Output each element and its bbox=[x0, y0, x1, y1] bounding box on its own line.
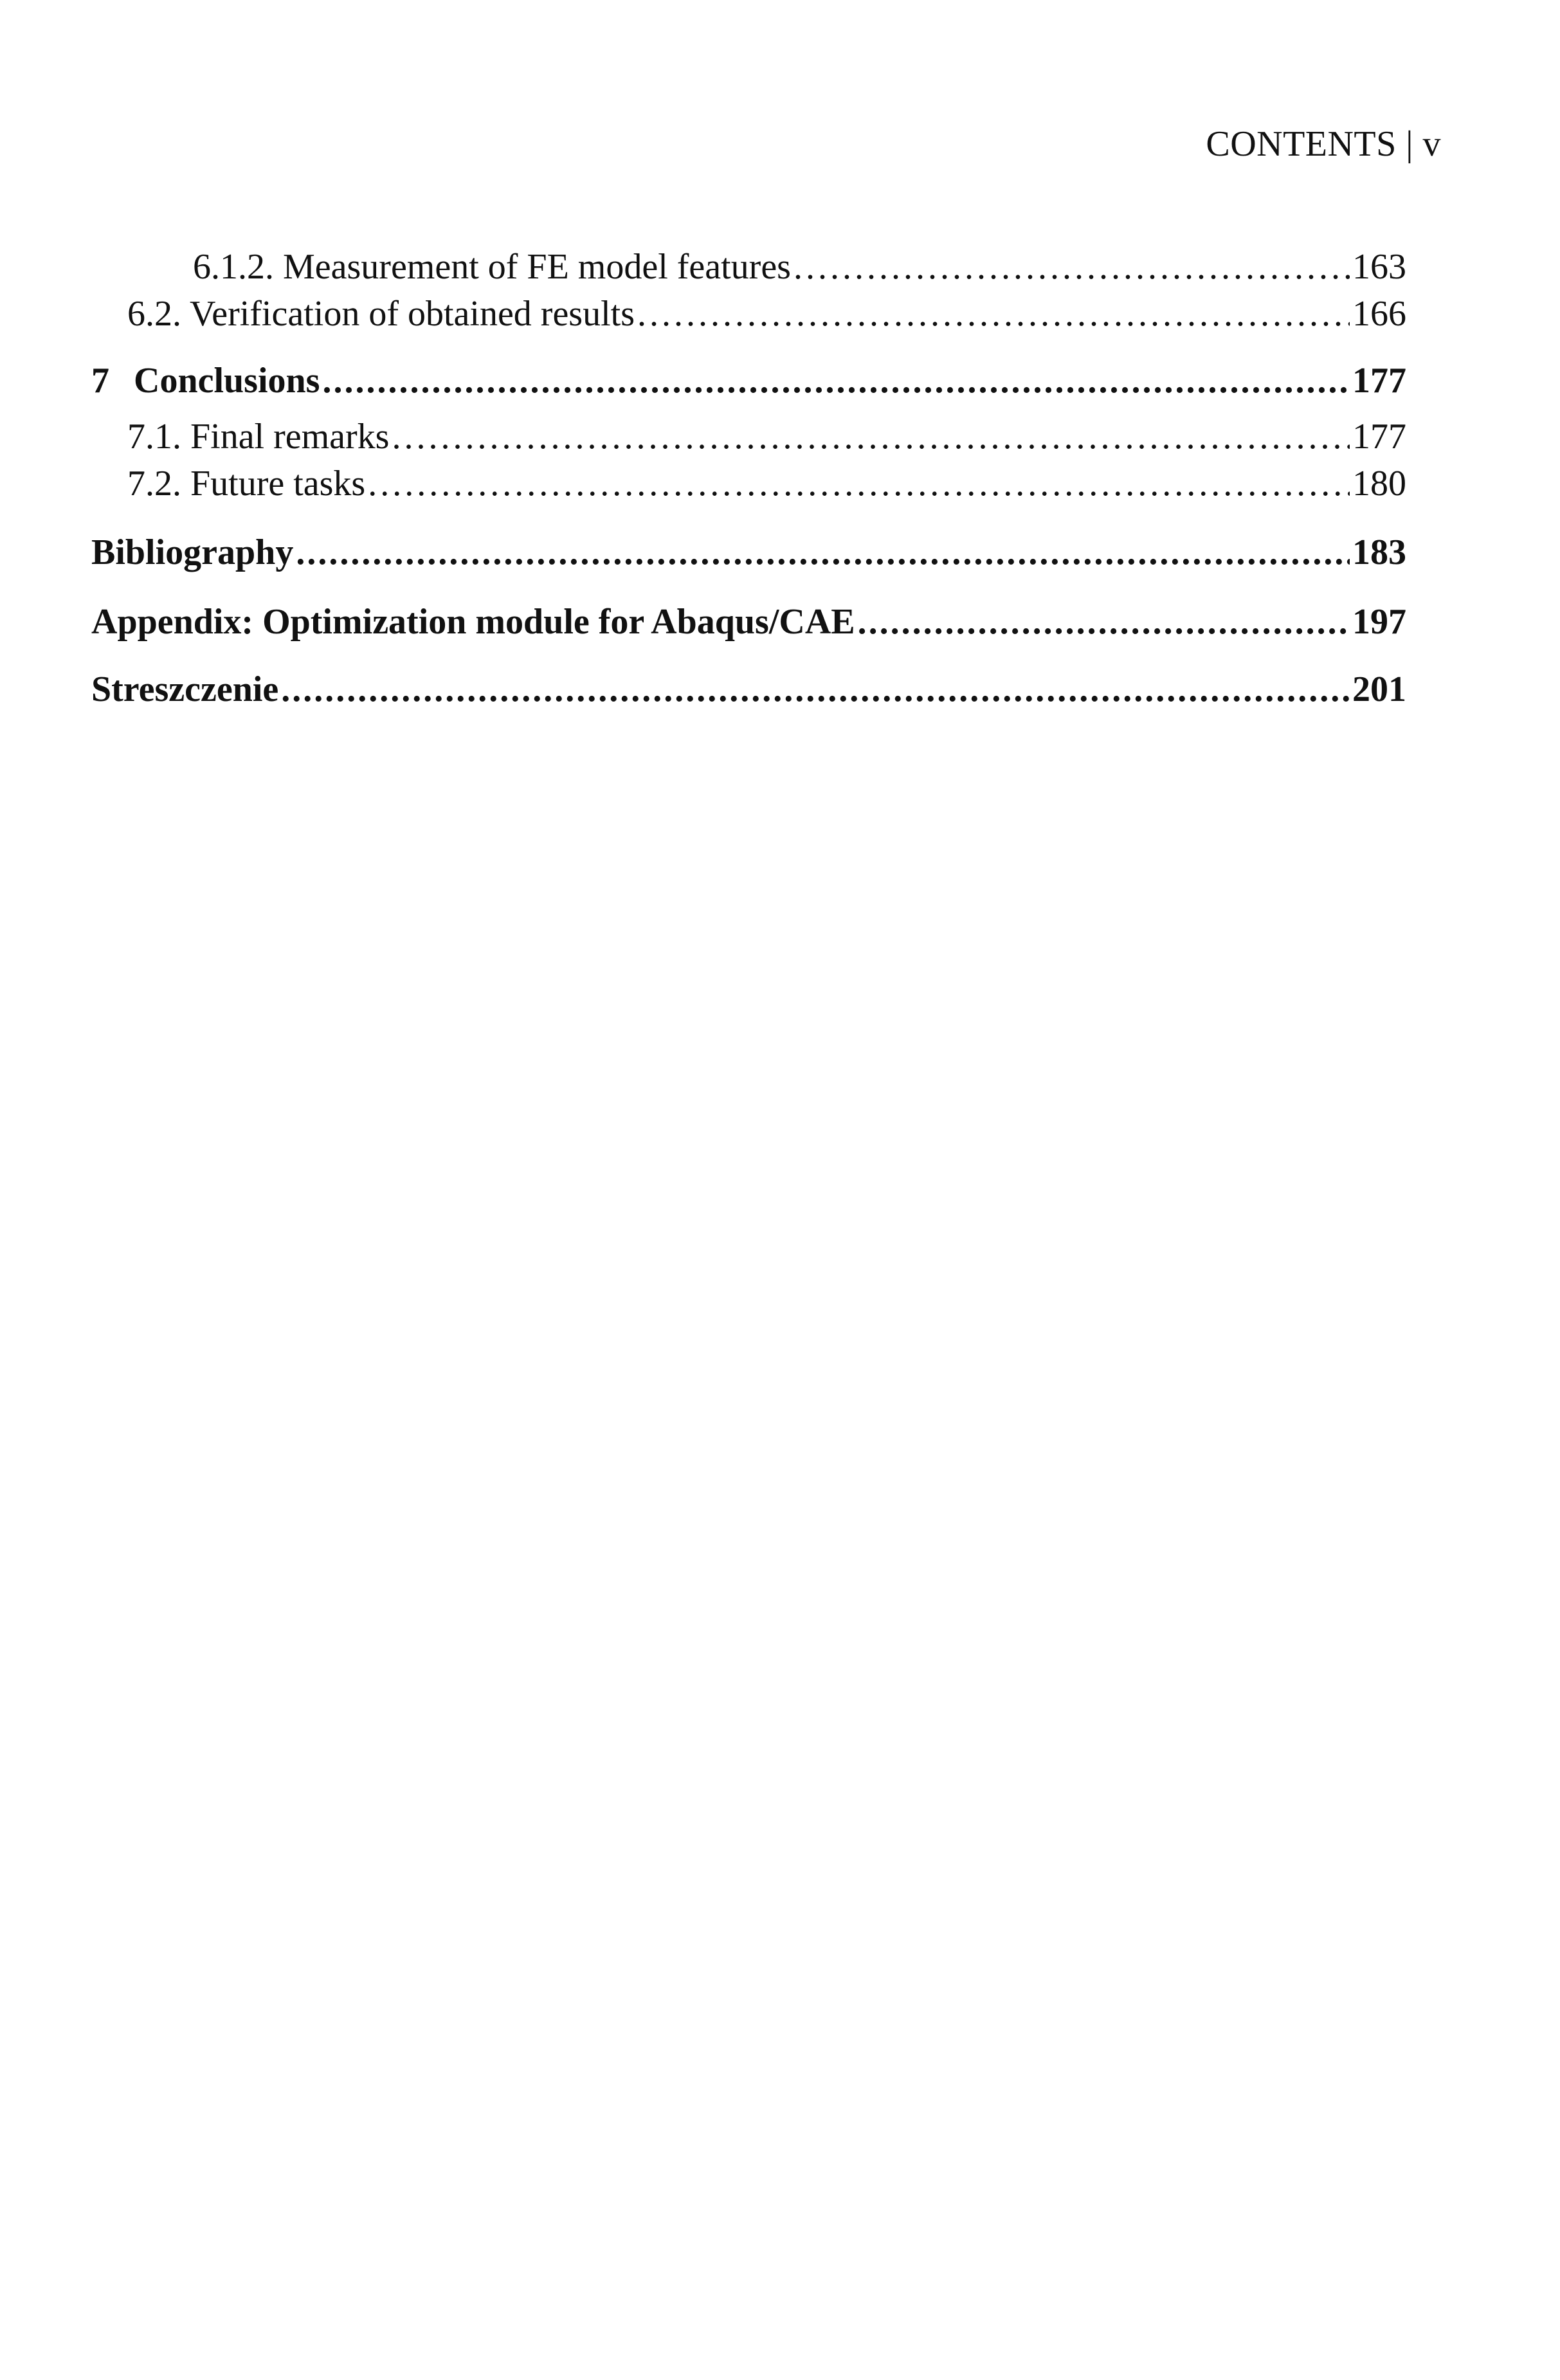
toc-page-number: 183 bbox=[1352, 532, 1406, 572]
toc-page-number: 197 bbox=[1352, 602, 1406, 642]
toc-chapter-entry[interactable] bbox=[91, 601, 1406, 642]
toc-page-number: 177 bbox=[1352, 417, 1406, 457]
toc-entry-label: 7.1. Final remarks bbox=[127, 417, 390, 457]
dot-leader bbox=[858, 601, 1350, 642]
toc-entry-label: Appendix: Optimization module for Abaqus/CAE bbox=[91, 602, 855, 642]
toc-chapter-entry[interactable] bbox=[91, 360, 1406, 401]
toc-entry-label: 6.1.2. Measurement of FE model features bbox=[193, 247, 791, 287]
toc-chapter-entry[interactable] bbox=[91, 669, 1406, 710]
toc-chapter-entry[interactable] bbox=[91, 532, 1406, 573]
dot-leader bbox=[368, 463, 1350, 504]
dot-leader bbox=[392, 416, 1350, 457]
toc-entry-label: Bibliography bbox=[91, 532, 294, 572]
toc-entry-label bbox=[91, 360, 320, 401]
chapter-title: Conclusions bbox=[134, 361, 320, 401]
toc-entry[interactable] bbox=[91, 416, 1406, 457]
dot-leader bbox=[296, 532, 1350, 573]
toc-entry-label: 6.2. Verification of obtained results bbox=[127, 294, 635, 334]
toc-entry-label: Streszczenie bbox=[91, 669, 279, 709]
chapter-number: 7 bbox=[91, 361, 109, 401]
toc-page-number: 163 bbox=[1352, 247, 1406, 287]
toc-page-number: 180 bbox=[1352, 464, 1406, 504]
running-header: CONTENTS | v bbox=[1206, 124, 1441, 164]
toc-page-number: 177 bbox=[1352, 361, 1406, 401]
dot-leader bbox=[322, 360, 1350, 401]
toc-page-number: 166 bbox=[1352, 294, 1406, 334]
toc-entry[interactable] bbox=[91, 246, 1406, 287]
dot-leader bbox=[794, 246, 1350, 287]
dot-leader bbox=[637, 293, 1350, 334]
toc-page-number: 201 bbox=[1352, 669, 1406, 709]
dot-leader bbox=[281, 669, 1350, 710]
toc-entry[interactable] bbox=[91, 463, 1406, 504]
toc-entry[interactable] bbox=[91, 293, 1406, 334]
toc-entry-label: 7.2. Future tasks bbox=[127, 464, 366, 504]
